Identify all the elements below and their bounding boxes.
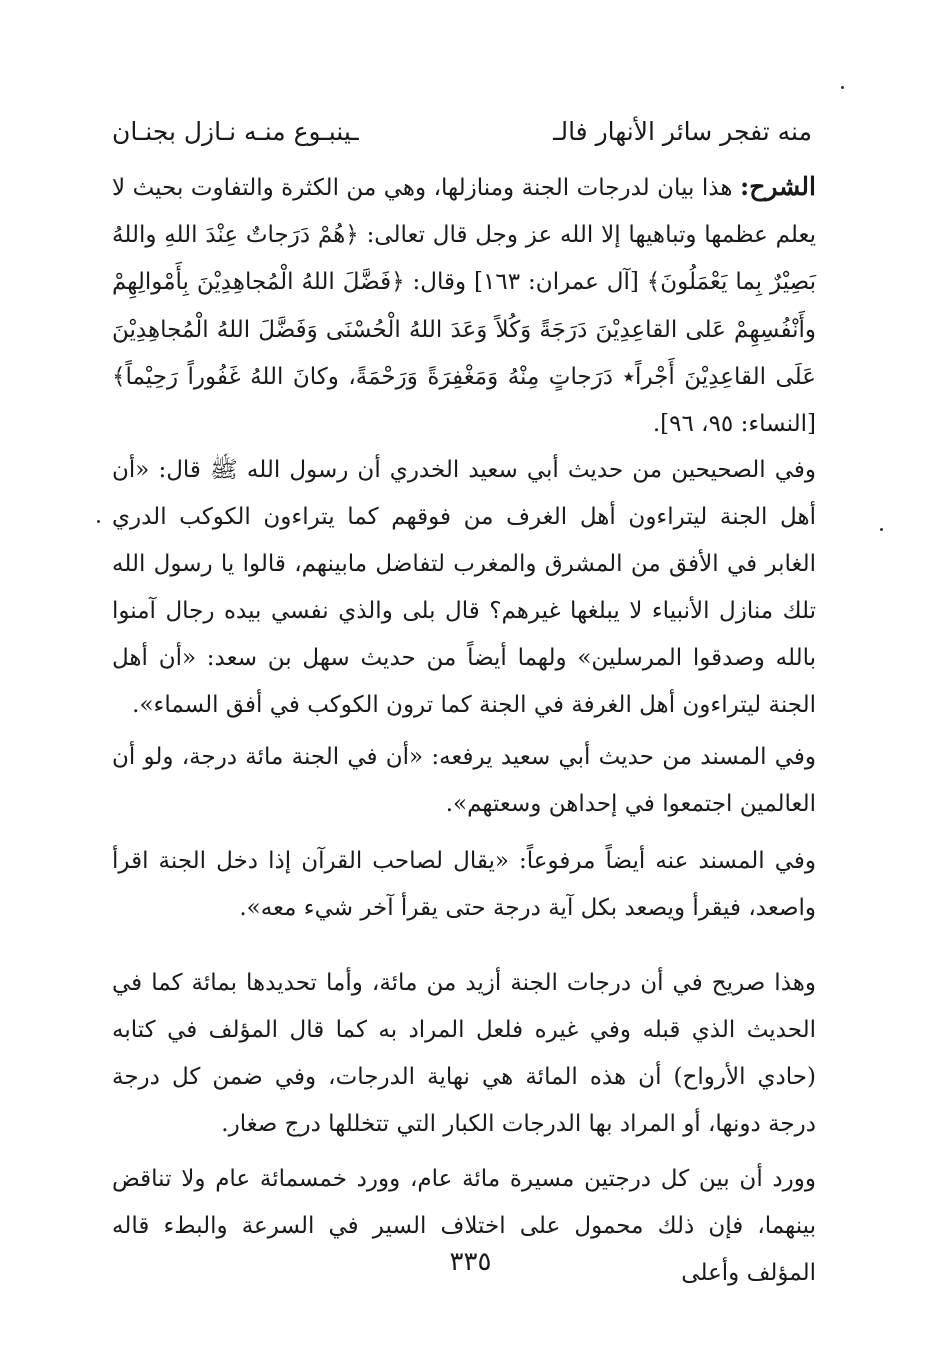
commentary-paragraph bbox=[112, 838, 816, 932]
commentary-heading: الشرح: bbox=[739, 172, 816, 201]
print-speck bbox=[841, 86, 844, 89]
page-number: ٣٣٥ bbox=[449, 1247, 492, 1277]
paragraph-text: وفي المسند عنه أيضاً مرفوعاً: «يقال لصاحب القرآن إذا دخل الجنة اقرأ واصعد، فيقرأ ويصعد بكل آية درجة حتى يقرأ آخر شيء معه». bbox=[112, 848, 816, 921]
commentary-paragraph bbox=[112, 960, 816, 1148]
verse-left-hemistich: ـينبـوع منـه نـازل بجنـان bbox=[112, 117, 359, 146]
paragraph-text: هذا بيان لدرجات الجنة ومنازلها، وهي من الكثرة والتفاوت بحيث لا يعلم عظمها وتباهيها إلا الله عز وجل قال تعالى: ﴿هُمْ دَرَجاتٌ عِنْدَ اللهِ واللهُ بَصِيْرٌ بِما يَعْمَلُونَ﴾ [آل عمران: ١٦٣] وقال: ﴿فَضَّلَ اللهُ الْمُجاهِدِيْنَ بِأَمْوالِهِمْ وأَنْفُسِهِمْ عَلى القاعِدِيْنَ دَرَجَةً وَكُلاً وَعَدَ اللهُ الْحُسْنَى وَفَضَّلَ اللهُ الْمُجاهِدِيْنَ عَلَى القاعِدِيْنَ أَجْراً٭ دَرَجاتٍ مِنْهُ وَمَغْفِرَةً وَرَحْمَةً، وكانَ اللهُ غَفُوراً رَحِيْماً﴾ [النساء: ٩٥، ٩٦]. bbox=[112, 175, 816, 438]
print-speck bbox=[97, 520, 100, 523]
commentary-paragraph bbox=[112, 734, 816, 828]
commentary-paragraph bbox=[112, 163, 816, 448]
verse-right-hemistich: منه تفجر سائر الأنهار فالـ bbox=[553, 117, 812, 146]
paragraph-text: وورد أن بين كل درجتين مسيرة مائة عام، وورد خمسمائة عام ولا تناقض بينهما، فإن ذلك محمول على اختلاف السير في السرعة والبطء قاله المؤلف وأعلى bbox=[112, 1166, 816, 1286]
paragraph-text: وفي الصحيحين من حديث أبي سعيد الخدري أن رسول الله ﷺ قال: «أن أهل الجنة ليتراءون أهل الغرف من فوقهم كما يتراءون الكوكب الدري الغابر في الأفق من المشرق والمغرب لتفاضل مابينهم، قالوا يا رسول الله تلك منازل الأنبياء لا يبلغها غيرهم؟ قال بلى والذي نفسي بيده رجال آمنوا بالله وصدقوا المرسلين» ولهما أيضاً من حديث سهل بن سعد: «أن أهل الجنة ليتراءون أهل الغرفة في الجنة كما ترون الكوكب في أفق السماء». bbox=[112, 457, 816, 718]
commentary-paragraph bbox=[112, 447, 816, 729]
paragraph-text: وفي المسند من حديث أبي سعيد يرفعه: «أن في الجنة مائة درجة، ولو أن العالمين اجتمعوا في إحداهن وسعتهم». bbox=[112, 744, 816, 817]
print-speck bbox=[880, 528, 883, 531]
paragraph-text: وهذا صريح في أن درجات الجنة أزيد من مائة، وأما تحديدها بمائة كما في الحديث الذي قبله وفي غيره فلعل المراد به كما قال المؤلف في كتابه (حادي الأرواح) أن هذه المائة هي نهاية الدرجات، وفي ضمن كل درجة درجة دونها، أو المراد بها الدرجات الكبار التي تتخللها درج صغار. bbox=[112, 970, 816, 1137]
poem-verse bbox=[112, 112, 812, 152]
